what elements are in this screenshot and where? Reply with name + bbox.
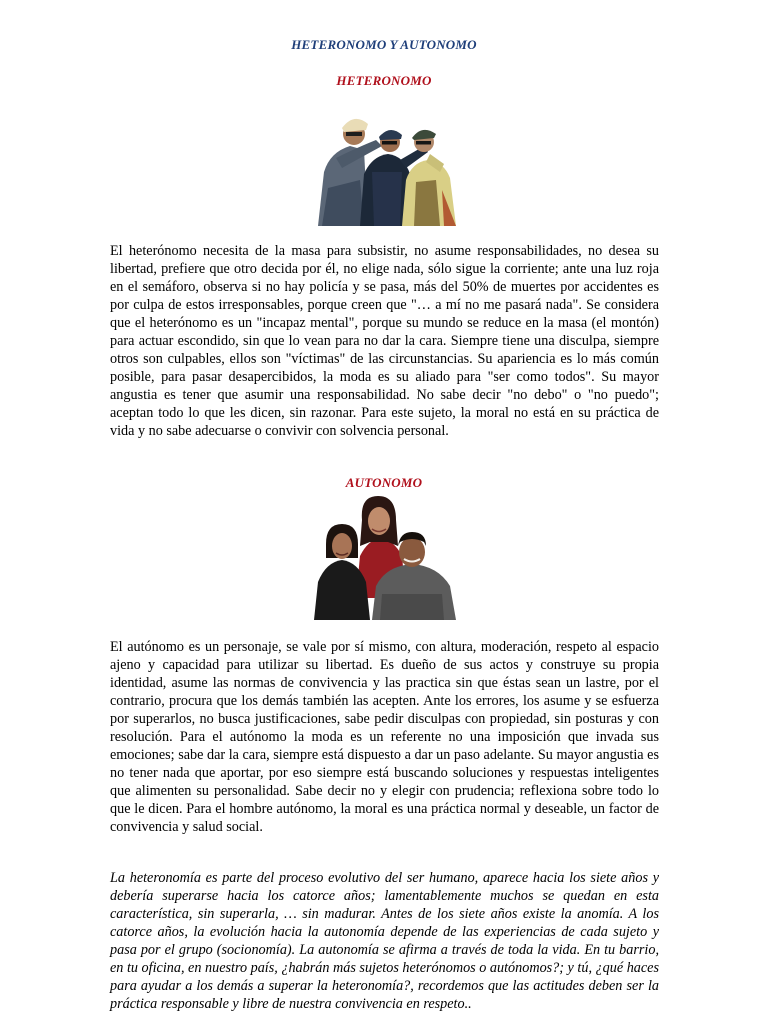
group-photo-three-men-icon — [316, 110, 458, 226]
document-title: HETERONOMO Y AUTONOMO — [291, 37, 477, 52]
section-heading-heteronomo: HETERONOMO — [336, 73, 432, 88]
paragraph-closing: La heteronomía es parte del proceso evolutivo del ser humano, aparece hacia los siete años y debería superarse hacia los catorce años; lamentablemente muchos se quedan en esta característica, sin superarla, … sin madurar. Antes de los siete años existe la anomía. A los catorce años, la evolución hacia la autonomía depende de las experiencias de cada sujeto y pasa por el grupo (socionomía). La autonomía se afirma a través de toda la vida. En tu barrio, en tu oficina, en nuestro país, ¿habrán más sujetos heterónomos o autónomos?; y tú, ¿qué haces para ayudar a los demás a superar la heteronomía?, recordemos que las actitudes deben ser la práctica responsable y libre de nuestra convivencia en respeto.. — [110, 870, 659, 1012]
group-photo-three-people-icon — [312, 494, 458, 620]
paragraph-autonomo: El autónomo es un personaje, se vale por sí mismo, con altura, moderación, respeto al espacio ajeno y capacidad para utilizar su libertad. Es dueño de sus actos y construye su propia identidad, asume las normas de convivencia y las practica sin que éstas sean un lastre, por el contrario, procura que los demás también las acepten. Ante los errores, los asume y se esfuerza por superarlos, no busca justificaciones, sabe pedir disculpas con propiedad, sin posturas y con resolución. Para el autónomo la moda es un referente no una imposición que invada sus emociones; sabe dar la cara, siempre está dispuesto a dar un paso adelante. Su mayor angustia es no tener nada que aportar, por eso siempre está buscando soluciones y respuestas inteligentes que alimenten su personalidad. Sabe decir no y elegir con prudencia; reflexiona sobre todo lo que le dicen. Para el hombre autónomo, la moral es una práctica normal y deseable, un factor de convivencia y salud social. — [110, 639, 659, 835]
section-heading-autonomo: AUTONOMO — [345, 475, 423, 490]
paragraph-heteronomo: El heterónomo necesita de la masa para subsistir, no asume responsabilidades, no desea su libertad, prefiere que otro decida por él, no elige nada, sólo sigue la corriente; ante una luz roja en el semáforo, observa si no hay policía y se pasa, más del 50% de muertes por accidentes es por culpa de estos irresponsables, porque creen que "… a mí no me pasará nada". Se considera que el heterónomo es un "incapaz mental", porque su mundo se reduce en la masa (el montón) para actuar escondido, sin que lo vean para no dar la cara. Siempre tiene una disculpa, siempre otros son culpables, ellos son "víctimas" de las circunstancias. Su apariencia es lo más común posible, para pasar desapercibidos, la moda es su aliado para "ser como todos". Su mayor angustia es tener que asumir una responsabilidad. No sabe decir "no debo" o "no puedo"; aceptan todo lo que les dicen, sin razonar. Para este sujeto, la moral no está en su práctica de vida y no sabe adecuarse o convivir con solvencia personal. — [110, 243, 659, 439]
